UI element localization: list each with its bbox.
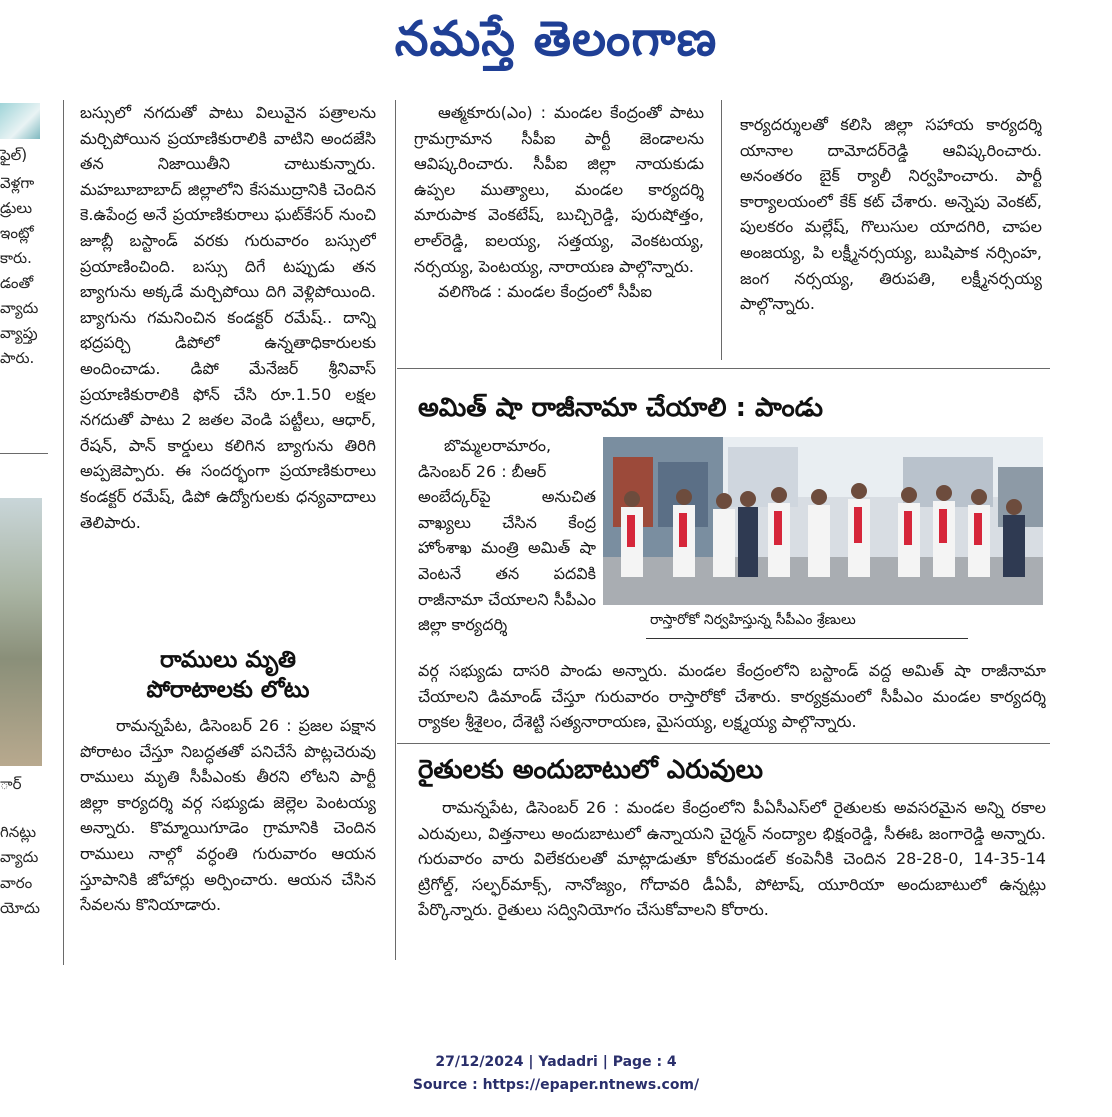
column-divider [721,100,722,360]
article-body: రామన్నపేట, డిసెంబర్ 26 : మండల కేంద్రంలోని పీఏసీఎస్‌లో రైతులకు అవసరమైన అన్ని రకాల ఎరువులు, విత్తనాలు అందుబాటులో ఉన్నాయని చైర్మన్ నంద్యాల భిక్షంరెడ్డి, సీఈఓ జంగారెడ్డి అన్నారు. గురువారం వారు విలేకరులతో మాట్లాడుతూ కోరమండల్ కంపెనీకి చెందిన 28-28-0, 14-35-14 ట్రిగోల్డ్, సల్ఫర్‌మాక్స్, నానోజ్యం, గోదావరి డీఏపీ, పోటాష్, యూరియా అందుబాటులో ఉన్నట్లు పేర్కొన్నారు. రైతులు సద్వినియోగం చేసుకోవాలని కోరారు. [418,798,1046,920]
left-fragment-line: డంతో [0,274,34,292]
left-fragment-line: వ్యాప్తు [0,324,38,342]
left-fragment-line: వ్యాదు [0,299,39,317]
left-fragment-line: డ్రులు [0,199,33,217]
left-fragment-line: వారం [0,874,33,892]
left-fragment-line: వ్యాదు [0,848,39,866]
section-divider [397,743,1050,744]
left-photo-top [0,103,40,139]
photo-caption: రాస్తారోకో నిర్వహిస్తున్న సీపీఎం శ్రేణులు [650,612,856,628]
divider [0,453,48,454]
left-fragment-line: యోదు [0,899,40,917]
article-cpi-flags [414,100,704,362]
column-divider [63,100,64,965]
headline-line: పోరాటాలకు లోటు [146,677,310,703]
footer-edition-info: 27/12/2024 | Yadadri | Page : 4 [435,1054,677,1070]
protest-photo-illustration [603,437,1043,605]
article-body: వర్గ సభ్యుడు దాసరి పాండు అన్నారు. మండల కేంద్రంలోని బస్టాండ్ వద్ద అమిత్ షా రాజీనామా చేయాలని డిమాండ్ చేస్తూ గురువారం రాస్తారోకో చేశారు. కార్యక్రమంలో సీపీఎం మండల కార్యదర్శి ర్యాకల శ్రీశైలం, దేశెట్టి సత్యనారాయణ, మైసయ్య, లక్ష్మయ్య పాల్గొన్నారు. [418,661,1046,732]
article-cpi-continued [740,112,1042,360]
dateline: డిసెంబర్ 26 : బీఆర్ [418,461,547,481]
article-body: వలిగొండ : మండల కేంద్రంలో సీపీఐ [438,282,653,302]
article-ramulu-body [80,713,376,969]
left-fragment-line: కారు. [0,249,32,267]
article-body: కార్యదర్శులతో కలిసి జిల్లా సహాయ కార్యదర్శి యానాల దామోదర్‌రెడ్డి ఆవిష్కరించారు. అనంతరం బైక్ ర్యాలీ నిర్వహించారు. పార్టీ కార్యాలయంలో కేక్ కట్ చేశారు. అన్నెపు వెంకట్, పులకరం మల్లేష్, గొలుసుల యాదగిరి, చాపల అంజయ్య, పి లక్ష్మీనర్సయ్య, బుషిపాక నర్సింహ, జంగ నర్సయ్య, తిరుపతి, లక్ష్మీనర్సయ్య పాల్గొన్నారు. [740,115,1042,314]
article-body: బస్సులో నగదుతో పాటు విలువైన పత్రాలను మర్చిపోయిన ప్రయాణికురాలికి వాటిని అందజేసి తన నిజాయితీని చాటుకున్నారు. మహబూబాబాద్ జిల్లాలోని కేసముద్రానికి చెందిన కె.ఉపేంద్ర అనే ప్రయాణికురాలు ఘట్‌కేసర్ నుంచి జూబ్లీ బస్టాండ్ వరకు గురువారం బస్సులో ప్రయాణించింది. బస్సు దిగే టప్పుడు తన బ్యాగును అక్కడే మర్చిపోయి దిగి వెళ్లిపోయింది. బ్యాగును గమనించిన కండక్టర్ రమేష్.. దాన్ని భద్రపర్చి డిపోలో ఉన్నతాధికారులకు అందించాడు. డిపో మేనేజర్ శ్రీనివాస్ ప్రయాణికురాలికి ఫోన్ చేసి రూ.1.50 లక్షల నగదుతో పాటు 2 జతల వెండి పట్టీలు, ఆధార్, రేషన్, పాన్ కార్డులు కలిగిన బ్యాగును తిరిగి అప్పజెప్పారు. ఈ సందర్భంగా ప్రయాణికురాలు కండక్టర్ రమేష్, డిపో ఉద్యోగులకు ధన్యవాదాలు తెలిపారు. [80,103,376,532]
column-divider [395,100,396,960]
footer-source-link[interactable]: Source : https://epaper.ntnews.com/ [412,1077,700,1093]
protest-photo [603,437,1043,605]
left-photo-caption-fragment: ార్ [0,775,22,793]
article-body: రామన్నపేట, డిసెంబర్ 26 : ప్రజల పక్షాన పోరాటం చేస్తూ నిబద్ధతతో పనిచేసే పొట్లచెరువు రాములు మృతి సీపీఎంకు తీరని లోటని పార్టీ జిల్లా కార్యదర్శి వర్గ సభ్యుడు జెల్లెల పెంటయ్య అన్నారు. కొమ్మాయిగూడెం గ్రామానికి చెందిన రాములు నాల్గో వర్ధంతి గురువారం ఆయన స్తూపానికి జోహార్లు అర్పించారు. ఆయన చేసిన సేవలను కొనియాడారు. [80,716,376,915]
left-photo [0,498,42,766]
article-amit-shah-narrow [418,433,596,661]
article-headline-ramulu [80,645,376,705]
article-headline-amit-shah: అమిత్ షా రాజీనామా చేయాలి : పాండు [418,393,823,423]
article-amit-shah-wide [418,658,1046,738]
article-body: ఆత్మకూరు(ఎం) : మండల కేంద్రంతో పాటు గ్రామగ్రామాన సీపీఐ పార్టీ జెండాలను ఆవిష్కరించారు. సీపీఐ జిల్లా నాయకుడు ఉప్పల ముత్యాలు, మండల కార్యదర్శి మారుపాక వెంకటేష్, బుచ్చిరెడ్డి, పురుషోత్తం, లాల్‌రెడ్డి, ఐలయ్య, సత్తయ్య, వెంకటయ్య, నర్సయ్య, పెంటయ్య, నారాయణ పాల్గొన్నారు. [414,103,704,276]
article-body: అంబేద్కర్‌పై అనుచిత వాఖ్యలు చేసిన కేంద్ర హోంశాఖ మంత్రి అమిత్ షా వెంటనే తన పదవికి రాజీనామా చేయాలని సీపీఎం జిల్లా కార్యదర్శి [418,487,596,635]
caption-underline [646,638,968,639]
left-fragment-line: ఫైల్) [0,146,28,164]
masthead [0,4,1112,74]
left-fragment-line: ఇంట్లో [0,224,34,242]
left-fragment-line: పారు. [0,349,35,367]
section-divider [397,368,1050,369]
headline-line: రాములు మృతి [159,647,297,673]
article-fertilizers-body [418,795,1046,960]
article-conductor-honesty [80,100,376,630]
left-fragment-line: గినట్లు [0,823,37,841]
article-headline-fertilizers: రైతులకు అందుబాటులో ఎరువులు [418,755,764,785]
newspaper-title: నమస్తే తెలంగాణ [394,11,718,67]
dateline: బొమ్మలరామారం, [444,436,552,455]
left-fragment-line: వెళ్లగా [0,174,35,192]
